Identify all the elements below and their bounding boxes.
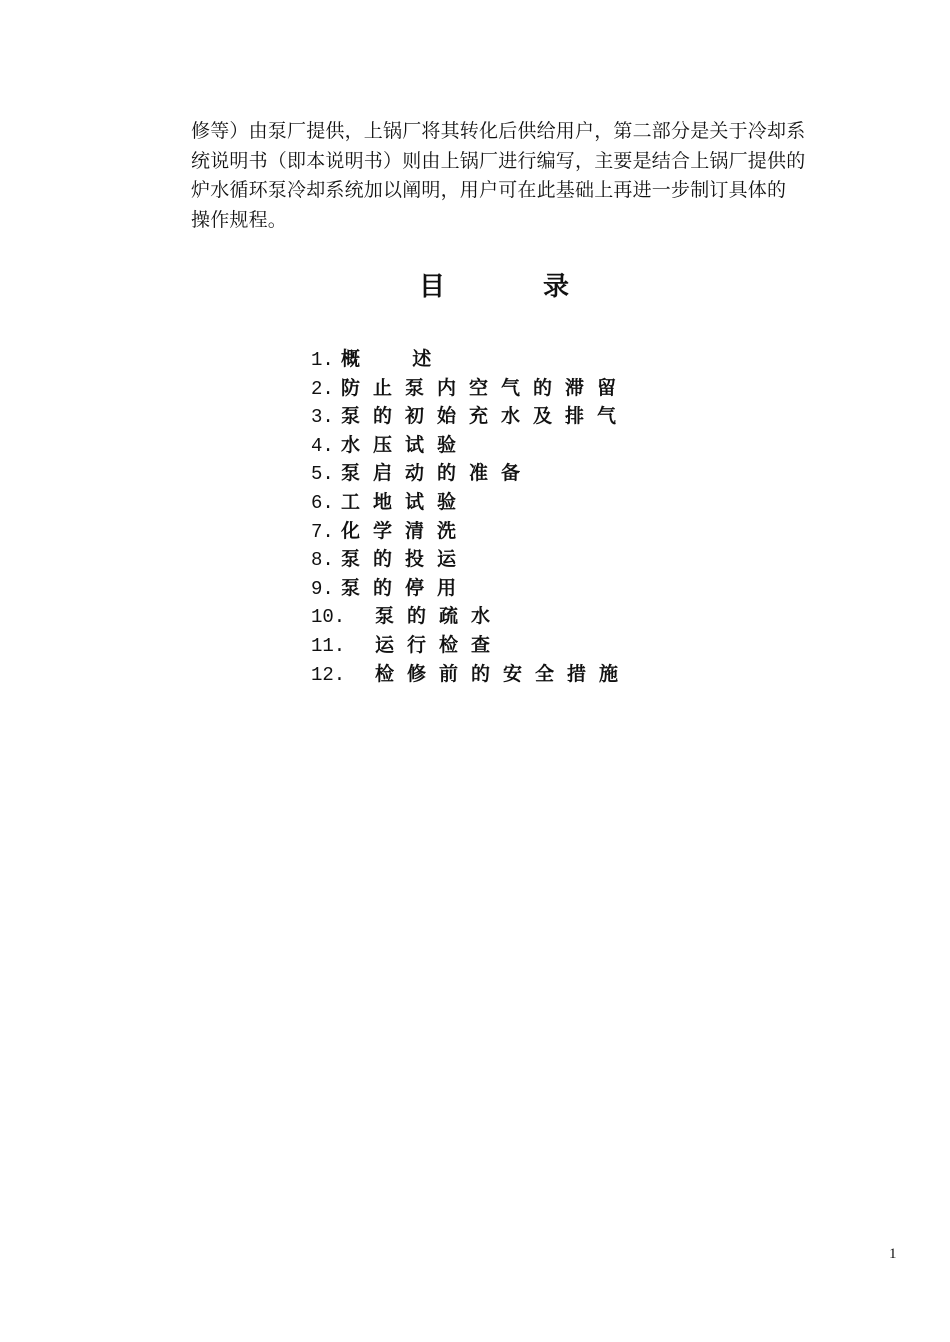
toc-item-number: 6. — [311, 491, 334, 514]
page-number: 1 — [889, 1246, 897, 1262]
toc-item-number: 3. — [311, 406, 334, 429]
toc-item-number: 9. — [311, 577, 334, 600]
intro-line-3: 炉水循环泵冷却系统加以阐明，用户可在此基础上再进一步制订具体的 — [191, 179, 787, 201]
toc-item-label: 泵的初始充水及排气 — [341, 405, 630, 428]
toc-item-chemical-cleaning[interactable] — [311, 516, 631, 545]
toc-item-label: 水压试验 — [341, 433, 470, 456]
toc-item-safety-measures[interactable] — [311, 659, 631, 688]
toc-item-number: 12. — [311, 663, 346, 686]
toc-item-startup-prep[interactable] — [311, 458, 631, 487]
toc-item-number: 2. — [311, 377, 334, 400]
toc-item-label: 防止泵内空气的滞留 — [341, 376, 630, 399]
intro-line-4: 操作规程。 — [191, 208, 288, 231]
toc-item-label: 检修前的安全措施 — [375, 662, 632, 685]
toc-item-number: 4. — [311, 434, 334, 457]
toc-item-label: 工地试验 — [341, 490, 470, 513]
toc-item-number: 11. — [311, 634, 346, 657]
toc-item-hydro-test[interactable] — [311, 430, 631, 459]
toc-item-drainage[interactable] — [311, 601, 631, 630]
toc-item-label: 泵启动的准备 — [341, 462, 534, 485]
intro-paragraph — [191, 117, 871, 235]
toc-item-number: 7. — [311, 520, 334, 543]
toc-item-commissioning[interactable] — [311, 544, 631, 573]
toc-item-site-test[interactable] — [311, 487, 631, 516]
toc-item-operation-check[interactable] — [311, 630, 631, 659]
toc-item-label: 泵的投运 — [341, 548, 470, 571]
intro-line-1: 修等）由泵厂提供，上锅厂将其转化后供给用户，第二部分是关于冷却系 — [191, 120, 806, 142]
toc-item-shutdown[interactable] — [311, 573, 631, 602]
toc-item-overview[interactable] — [311, 344, 631, 373]
toc-title — [419, 270, 569, 304]
toc-item-number: 10. — [311, 606, 346, 629]
toc-item-number: 5. — [311, 463, 334, 486]
toc-item-label: 泵的停用 — [341, 576, 470, 599]
toc-title-char-1: 目 — [419, 272, 446, 302]
toc-item-label: 泵的疏水 — [375, 605, 504, 628]
toc-item-number: 1. — [311, 349, 334, 371]
toc-item-initial-fill[interactable] — [311, 401, 631, 430]
toc-list — [311, 344, 631, 687]
toc-item-number: 8. — [311, 549, 334, 572]
intro-line-2: 统说明书（即本说明书）则由上锅厂进行编写，主要是结合上锅厂提供的 — [191, 149, 806, 172]
toc-title-char-2: 录 — [543, 272, 570, 302]
toc-item-label: 运行检查 — [375, 633, 504, 656]
toc-item-label: 化学清洗 — [341, 519, 470, 542]
toc-item-air-retention[interactable] — [311, 373, 631, 402]
toc-item-label: 概 述 — [341, 348, 445, 370]
